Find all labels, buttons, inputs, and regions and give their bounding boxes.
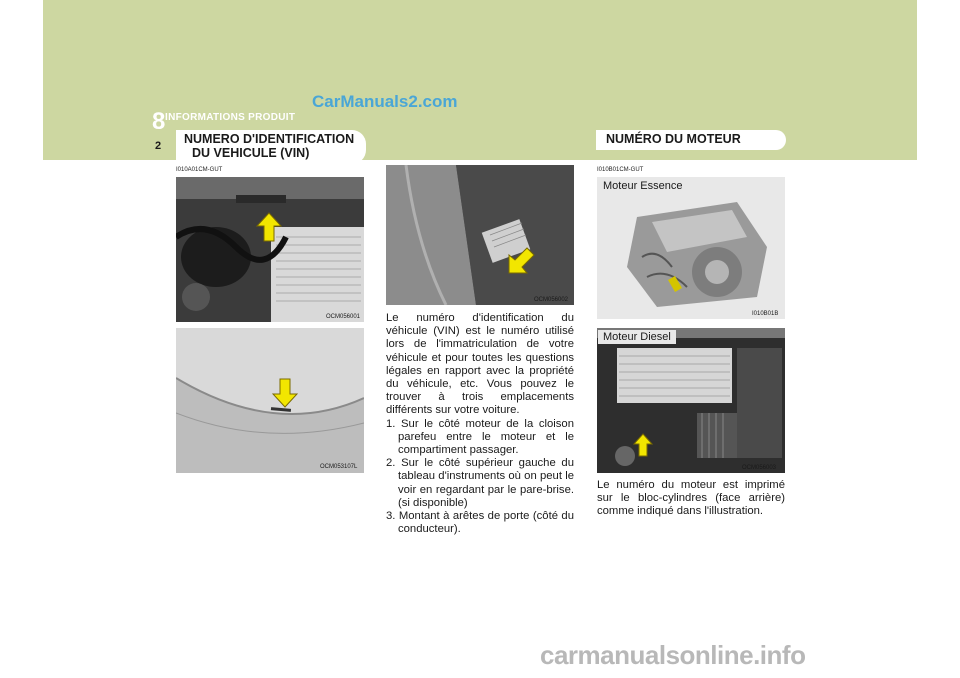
chapter-number: 8	[152, 108, 166, 135]
engine-label-petrol: Moteur Essence	[598, 179, 687, 193]
vin-photo-door-pillar	[386, 165, 574, 305]
list-item: 1. Sur le côté moteur de la cloison parefeu entre le moteur et le compartiment passager.	[386, 417, 574, 457]
vin-photo1-caption: OCM056001	[326, 314, 361, 320]
chapter-title: INFORMATIONS PRODUIT	[165, 112, 296, 123]
arrow-down-icon	[272, 378, 298, 408]
vin-photo3-caption: OCM056002	[534, 297, 569, 303]
engine-photo-petrol	[597, 177, 785, 319]
arrow-up-icon	[256, 212, 282, 242]
page-number: 2	[155, 140, 162, 152]
vin-location-list	[386, 418, 574, 537]
engine-photo-diesel	[597, 328, 785, 473]
engine-label-diesel: Moteur Diesel	[598, 330, 676, 344]
engine-photo1-caption: I010B01B	[752, 311, 779, 317]
list-item: 3. Montant à arêtes de porte (côté du conducteur).	[386, 510, 574, 536]
site-watermark[interactable]: CarManuals2.com	[312, 92, 458, 111]
arrow-diagonal-icon	[507, 247, 535, 275]
vin-photo-engine-bay	[176, 177, 364, 322]
arrow-up-icon	[633, 433, 653, 457]
vin-title-line1: NUMERO D'IDENTIFICATION	[184, 132, 355, 146]
vin-title-line2: DU VEHICULE (VIN)	[192, 146, 310, 160]
vin-photo2-caption: OCM053107L	[320, 464, 358, 470]
engine-section-code: I010B01CM-GUT	[597, 167, 644, 173]
list-item: 2. Sur le côté supérieur gauche du tableau d'instruments où on peut le voir en regardant par le pare-brise. (si disponible)	[386, 457, 574, 509]
engine-number-title: NUMÉRO DU MOTEUR	[596, 130, 786, 150]
vin-paragraph: Le numéro d'identification du véhicule (VIN) est le numéro utilisé lors de l'immatriculation de votre véhicule et pour toutes les questions légales en rapport avec la propriété du véhicule, etc. Vous pouvez le trouver à trois emplacements différents sur votre voiture.	[386, 312, 574, 417]
vin-section-code: I010A01CM-GUT	[176, 167, 223, 173]
footer-watermark[interactable]: carmanualsonline.info	[540, 640, 806, 670]
vin-photo-windshield	[176, 328, 364, 473]
vin-section-title	[176, 130, 366, 164]
vin-description	[386, 312, 574, 536]
engine-description: Le numéro du moteur est imprimé sur le bloc-cylindres (face arrière) comme indiqué dans l'illustration.	[597, 479, 785, 518]
engine-photo2-caption: OCM056003	[742, 465, 777, 471]
